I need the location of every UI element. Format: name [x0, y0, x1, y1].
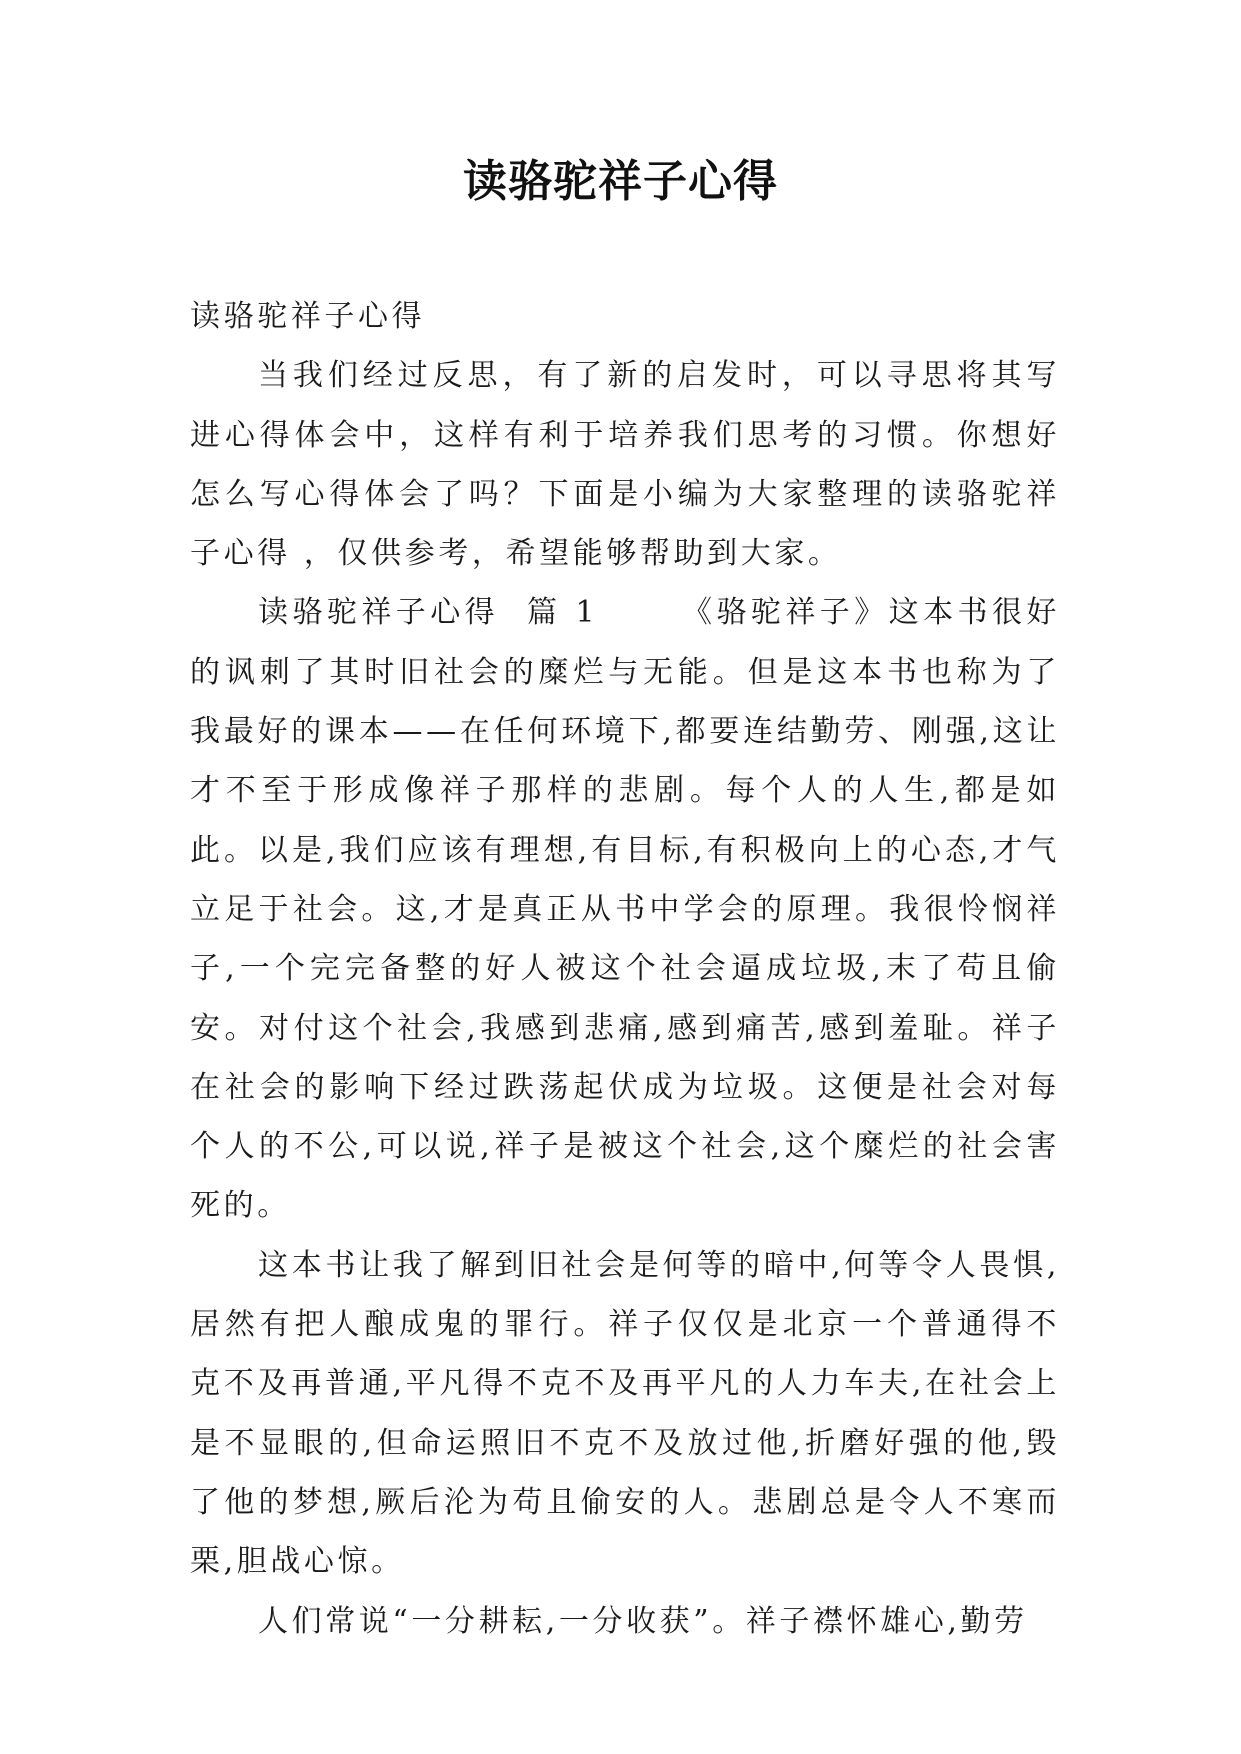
document-title: 读骆驼祥子心得	[463, 156, 778, 207]
section-1-label: 读骆驼祥子心得 篇 1	[258, 595, 682, 631]
intro-paragraph: 当我们经过反思，有了新的启发时，可以寻思将其写进心得体会中，这样有利于培养我们思考的习惯。你想好怎么写心得体会了吗？下面是小编为大家整理的读骆驼祥子心得 ，仅供参考，希望能够帮助到大家。	[190, 358, 1060, 572]
document-body	[190, 287, 1060, 1651]
document-subheading: 读骆驼祥子心得	[190, 299, 426, 334]
section-1-text: 《骆驼祥子》这本书很好的讽刺了其时旧社会的糜烂与无能。但是这本书也称为了我最好的课本——在任何环境下,都要连结勤劳、刚强,这让才不至于形成像祥子那样的悲剧。每个人的人生,都是如此。以是,我们应该有理想,有目标,有积极向上的心态,才气立足于社会。这,才是真正从书中学会的原理。我很怜悯祥子,一个完完备整的好人被这个社会逼成垃圾,末了苟且偷安。对付这个社会,我感到悲痛,感到痛苦,感到羞耻。祥子在社会的影响下经过跌荡起伏成为垃圾。这便是社会对每个人的不公,可以说,祥子是被这个社会,这个糜烂的社会害死的。	[190, 595, 1060, 1224]
paragraph-2: 这本书让我了解到旧社会是何等的暗中,何等令人畏惧,居然有把人酿成鬼的罪行。祥子仅仅是北京一个普通得不克不及再普通,平凡得不克不及再平凡的人力车夫,在社会上是不显眼的,但命运照旧不克不及放过他,折磨好强的他,毁了他的梦想,厥后沦为苟且偷安的人。悲剧总是令人不寒而栗,胆战心惊。	[190, 1247, 1060, 1580]
section-1-paragraph	[190, 583, 1060, 1235]
paragraph-3: 人们常说“一分耕耘,一分收获”。祥子襟怀雄心,勤劳	[258, 1603, 1028, 1639]
